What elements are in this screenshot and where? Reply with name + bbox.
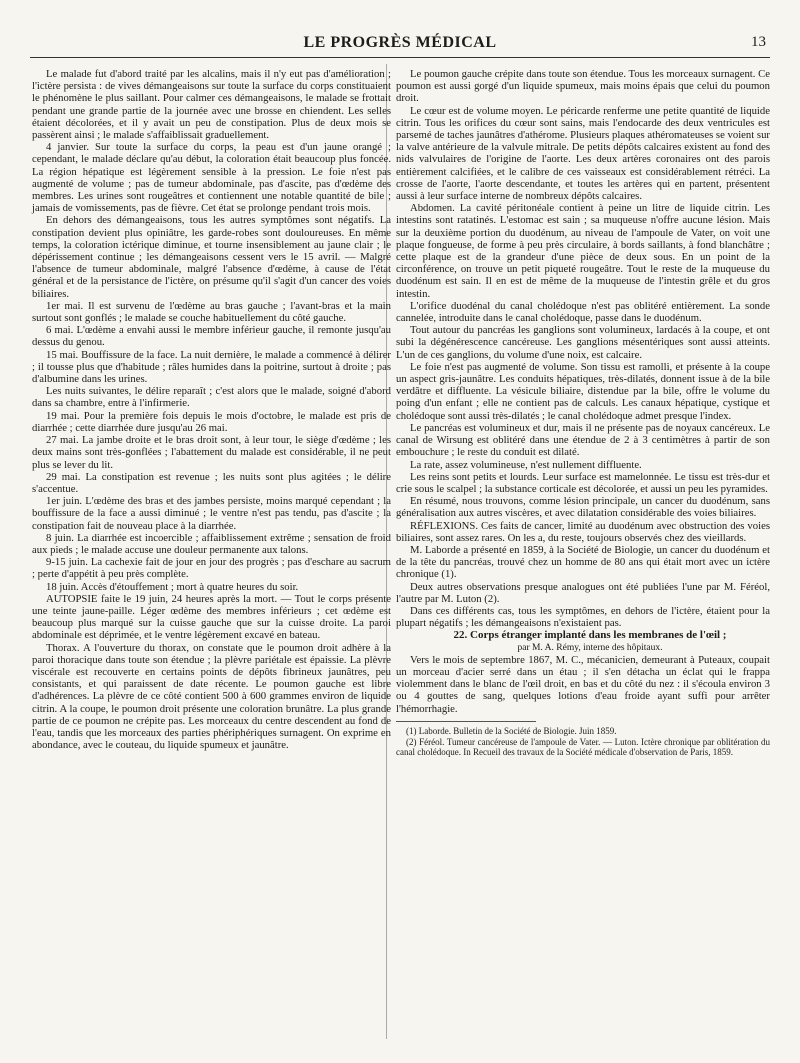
paragraph: Le malade fut d'abord traité par les alcalins, mais il n'y eut pas d'amélioration ; l'ictère persista : de vives démangeaisons sur toute la surface du corps constituaient le phénomène le plus saillant. Pour calmer ces démangeaisons, le malade se frottait pendant une grande partie de la journée avec une brosse en chiendent. Les selles étaient décolorées, et il y avait un peu de constipation. Plus de deux mois se passèrent ainsi ; le malade s'affaiblissait graduellement. <box>32 68 391 142</box>
footnote: (2) Féréol. Tumeur cancéreuse de l'ampoule de Vater. — Luton. Ictère chronique par oblitération du canal cholédoque. In Recueil des travaux de la Société médicale d'observation de Paris, 1859. <box>396 736 770 758</box>
paragraph: AUTOPSIE faite le 19 juin, 24 heures après la mort. — Tout le corps présente une teinte jaune-paille. Léger œdème des membres inférieurs ; cet œdème est beaucoup plus marqué sur la cuisse gauche que sur la cuisse droite. La paroi abdominale est déprimée, et le ventre légèrement excavé en bateau. <box>32 592 391 642</box>
paragraph: M. Laborde a présenté en 1859, à la Société de Biologie, un cancer du duodénum et de la tête du pancréas, trouvé chez un homme de 80 ans qui était mort avec un ictère chronique (1). <box>396 543 770 581</box>
paragraph: 19 mai. Pour la première fois depuis le mois d'octobre, le malade est pris de diarrhée ; cette diarrhée dure jusqu'au 26 mai. <box>32 409 391 434</box>
paragraph: La rate, assez volumineuse, n'est nullement diffluente. <box>410 458 642 471</box>
paragraph: L'orifice duodénal du canal cholédoque n'est pas oblitéré entièrement. La sonde cannelée, introduite dans le canal cholédoque, passe dans le duodénum. <box>396 299 770 325</box>
paragraph: Le foie n'est pas augmenté de volume. Son tissu est ramolli, et présente à la coupe un aspect gris-jaunâtre. Les conduits hépatiques, très-dilatés, donnent issue à de la bile verdâtre et diffluente. La vésicule biliaire, distendue par la bile, offre le volume du poing d'un enfant ; elle ne contient pas de calculs. Les canaux hépatique, cystique et cholédoque sont aussi très-dilatés ; le canal cholédoque admet presque l'index. <box>396 360 770 422</box>
paragraph: RÉFLEXIONS. Ces faits de cancer, limité au duodénum avec obstruction des voies biliaires, sont assez rares. On les a, du reste, toujours observés chez des vieillards. <box>396 519 770 544</box>
page-header <box>20 34 780 56</box>
paragraph: 29 mai. La constipation est revenue ; les nuits sont plus agitées ; le délire s'accentue. <box>32 470 391 495</box>
paragraph: 1er juin. L'œdème des bras et des jambes persiste, moins marqué cependant ; la bouffissure de la face a aussi diminué ; le ventre n'est pas tendu, pas d'ascite ; la constipation fait de nouveau place à la diarrhée. <box>32 495 391 532</box>
paragraph: 15 mai. Bouffissure de la face. La nuit dernière, le malade a commencé à délirer ; il tousse plus que d'habitude ; râles humides dans la poitrine, surtout à droite ; pas d'albumine dans les urines. <box>32 348 391 386</box>
paragraph: 4 janvier. Sur toute la surface du corps, la peau est d'un jaune orangé ; cependant, le malade déclare qu'au début, la coloration était beaucoup plus foncée. La région hépatique est légèrement sensible à la pression. Le foie n'est pas augmenté de volume ; pas de tumeur abdominale, pas d'ascite, pas d'œdème des membres. Les urines sont rougeâtres et contiennent une notable quantité de bile ; jamais de vomissements, pas de fièvre. Cet état se prolonge pendant trois mois. <box>32 141 391 215</box>
paragraph: En dehors des démangeaisons, tous les autres symptômes sont négatifs. La constipation devient plus opiniâtre, les garde-robes sont douloureuses. En même temps, la coloration ictérique diminue, et tourne insensiblement au jaune clair ; le dépérissement continue ; les démangeaisons cessent vers le 15 avril. — Malgré l'absence de tumeur abdominale, malgré l'absence d'œdème, à cause de l'état général et de la persistance de l'ictère, on présume qu'il s'agit d'un cancer des voies biliaires. <box>32 214 391 300</box>
paragraph: Thorax. A l'ouverture du thorax, on constate que le poumon droit adhère à la paroi thoracique dans toute son étendue ; la plèvre pariétale est épaissie. La plèvre viscérale est recouverte en certains points de dépôts fibrineux jaunâtres, peu consistants, et qui paraissent de date récente. Le poumon gauche est libre d'adhérences. La plèvre de ce côté contient 500 à 600 grammes environ de liquide citrin. A la coupe, le poumon droit présente une coloration brunâtre. La plus grande partie de ce poumon ne crépite pas. Les morceaux du centre descendent au fond de l'eau, tandis que les morceaux des parties phériphériques surnagent. On exprime en abondance, avec le couteau, du liquide spumeux et jaunâtre. <box>32 641 391 752</box>
journal-title: LE PROGRÈS MÉDICAL <box>303 34 497 51</box>
paragraph: 1er mai. Il est survenu de l'œdème au bras gauche ; l'avant-bras et la main surtout sont gonflés ; le malade se couche habituellement du côté gauche. <box>32 299 391 325</box>
paragraph: Abdomen. La cavité péritonéale contient à peine un litre de liquide citrin. Les intestins sont ratatinés. L'estomac est sain ; sa muqueuse n'offre aucune lésion. Mais sur la deuxième portion du duodénum, au niveau de l'ampoule de Vater, on voit une plaque fongueuse, de forme à peu près circulaire, à bords saillants, à fond blanchâtre ; cette plaque est de la grandeur d'une pièce de deux sous. En un point de la circonférence, on trouve un petit piqueté rougeâtre. Tout le reste de la muqueuse du duodénum est sain. Il en est de même de la muqueuse de l'intestin grêle et du gros intestin. <box>396 202 770 300</box>
paragraph: Les nuits suivantes, le délire reparaît ; c'est alors que le malade, soigné d'abord dans sa chambre, entre à l'infirmerie. <box>32 385 391 410</box>
paragraph: 18 juin. Accès d'étouffement ; mort à quatre heures du soir. <box>46 580 299 593</box>
paragraph: Le poumon gauche crépite dans toute son étendue. Tous les morceaux surnagent. Ce poumon est aussi gorgé d'un liquide spumeux, mais moins épais que celui du poumon droit. <box>396 68 770 105</box>
paragraph: Vers le mois de septembre 1867, M. C., mécanicien, demeurant à Puteaux, coupait un morceau d'acier serré dans un étau ; il s'en détacha un éclat qui le frappa violemment dans le blanc de l'œil droit, en bas et du côté du nez : il s'écoula environ 3 ou 4 gouttes de sang, quelques lotions d'eau froide ayant suffi pour arrêter l'hémorrhagie. <box>396 653 770 715</box>
footnotes <box>396 726 770 758</box>
right-column <box>396 68 770 758</box>
paragraph: Dans ces différents cas, tous les symptômes, en dehors de l'ictère, étaient pour la plupart négatifs ; les démangeaisons n'existaient pas. <box>396 604 770 630</box>
footnote: (1) Laborde. Bulletin de la Société de Biologie. Juin 1859. <box>406 725 617 736</box>
left-column <box>32 68 391 751</box>
paragraph: 6 mai. L'œdème a envahi aussi le membre inférieur gauche, il remonte jusqu'au dessus du genou. <box>32 324 391 349</box>
article-byline: par M. A. Rémy, interne des hôpitaux. <box>517 642 663 653</box>
paragraph: 9-15 juin. La cachexie fait de jour en jour des progrès ; pas d'eschare au sacrum ; perte d'appétit à peu près complète. <box>32 556 391 581</box>
paragraph: En résumé, nous trouvons, comme lésion principale, un cancer du duodénum, sans généralisation aux autres viscères, et avec dilatation considérable des voies biliaires. <box>396 495 770 520</box>
paragraph: Tout autour du pancréas les ganglions sont volumineux, lardacés à la coupe, et ont subi la dégénérescence cancéreuse. Les ganglions mésentériques sont aussi atteints. L'un de ces ganglions, du volume d'une noix, est calcaire. <box>396 324 770 361</box>
page-number: 13 <box>751 34 766 50</box>
paragraph: Deux autres observations presque analogues ont été publiées l'une par M. Féréol, l'autre par M. Luton (2). <box>396 580 770 605</box>
paragraph: Le pancréas est volumineux et dur, mais il ne présente pas de noyaux cancéreux. Le canal de Wirsung est oblitéré dans une étendue de 2 à 3 centimètres à partir de son embouchure ; le reste du conduit est dilaté. <box>396 421 770 459</box>
paragraph: 27 mai. La jambe droite et le bras droit sont, à leur tour, le siège d'œdème ; les deux mains sont très-gonflées ; l'abattement du malade est considérable, il ne peut plus se lever du lit. <box>32 434 391 471</box>
paragraph: Les reins sont petits et lourds. Leur surface est mamelonnée. Le tissu est très-dur et crie sous le scalpel ; la substance corticale est décolorée, et aussi un peu les pyramides. <box>396 470 770 495</box>
article-title: 22. Corps étranger implanté dans les membranes de l'œil ; <box>453 629 727 642</box>
paragraph: 8 juin. La diarrhée est incoercible ; affaiblissement extrême ; sensation de froid aux pieds ; le malade accuse une douleur permanente aux talons. <box>32 531 391 556</box>
paragraph: Le cœur est de volume moyen. Le péricarde renferme une petite quantité de liquide citrin. Tous les orifices du cœur sont sains, mais l'endocarde des deux ventricules est parsemé de taches jaunâtres d'athérome. Plusieurs plaques athéromateuses se voient sur la valve antérieure de la valvule mitrale. De petits dépôts calcaires existent au fond des nids valvulaires de l'origine de l'aorte. Les deux artères coronaires ont des parois entièrement calcifiées, et le calibre de ces vaisseaux est considérablement rétréci. La crosse de l'aorte, l'aorte descendante, et toutes les artères qui en partent, présentent aussi à leur surface interne de nombreux dépôts calcaires. <box>396 104 770 203</box>
footnote-rule <box>396 721 536 722</box>
header-rule <box>30 57 770 58</box>
